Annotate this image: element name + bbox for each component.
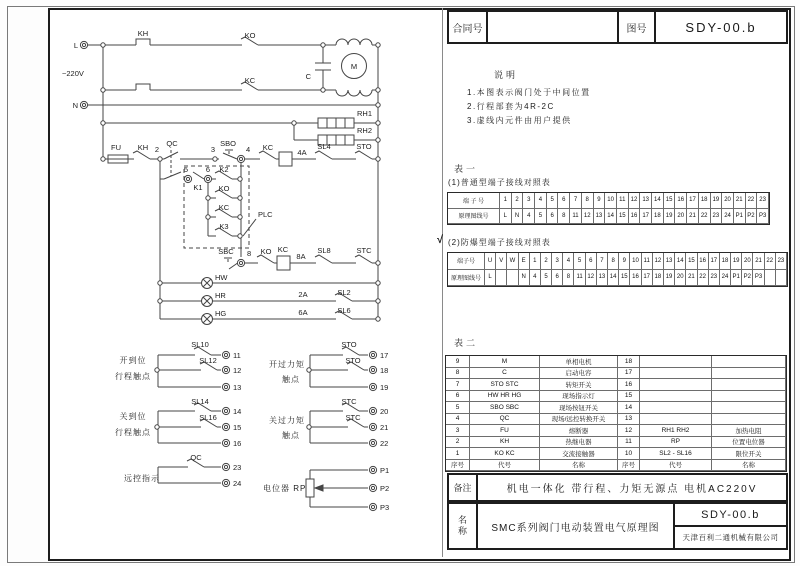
label-ko-contact: KO xyxy=(244,31,256,40)
table-cell: 端 子 号 xyxy=(448,193,500,209)
table-cell: 5 xyxy=(446,402,470,414)
table-cell: 21 xyxy=(687,209,699,225)
table-cell xyxy=(640,414,712,426)
label-sl12: SL12 xyxy=(199,356,217,365)
power-circuit xyxy=(88,37,378,319)
table-cell: 20 xyxy=(675,270,686,287)
label-qc-remote: QC xyxy=(190,453,202,462)
table-cell: 23 xyxy=(709,270,720,287)
table-cell: 5 xyxy=(541,270,552,287)
table-cell: 18 xyxy=(618,356,640,368)
table-cell: 19 xyxy=(711,193,723,209)
label-sl16: SL16 xyxy=(199,413,217,422)
table-cell: L xyxy=(485,270,496,287)
table-cell: 4 xyxy=(563,253,574,270)
table-cell: 18 xyxy=(720,253,731,270)
label-term-22: 22 xyxy=(380,439,389,448)
table-cell: 13 xyxy=(618,414,640,426)
label-fuse: FU xyxy=(111,143,121,152)
label-term-13: 13 xyxy=(233,383,242,392)
table-cell: 17 xyxy=(687,193,699,209)
table-cell: 17 xyxy=(640,209,652,225)
table-cell: 6 xyxy=(552,270,563,287)
label-wire-6a: 6A xyxy=(298,308,308,317)
contract-no-value xyxy=(486,12,617,42)
table-cell: 13 xyxy=(664,253,675,270)
table-cell: P2 xyxy=(746,209,758,225)
table-cell: 8 xyxy=(563,270,574,287)
label-term-21: 21 xyxy=(380,423,389,432)
table-cell: P3 xyxy=(757,209,769,225)
label-sl6: SL6 xyxy=(337,306,351,315)
table-cell: L xyxy=(500,209,512,225)
table-cell: P3 xyxy=(753,270,764,287)
label-term-20: 20 xyxy=(380,407,389,416)
table-cell: 15 xyxy=(619,270,630,287)
name-label xyxy=(449,504,478,548)
label-node2: 2 xyxy=(154,145,160,154)
table-cell: 3 xyxy=(523,193,535,209)
table-cell: 14 xyxy=(605,209,617,225)
table-cell: 1 xyxy=(500,193,512,209)
table-cell xyxy=(640,368,712,380)
table-cell: 22 xyxy=(765,253,776,270)
plug-terminals xyxy=(80,41,376,510)
label-term-p3: P3 xyxy=(380,503,390,512)
label-sl2: SL2 xyxy=(337,288,351,297)
table-cell: 7 xyxy=(570,193,582,209)
name-label-char2: 称 xyxy=(457,526,467,536)
table-cell: 5 xyxy=(547,193,559,209)
table-cell: 12 xyxy=(582,209,594,225)
table-cell: 15 xyxy=(664,193,676,209)
label-term-18: 18 xyxy=(380,366,389,375)
label-stc-t1: STC xyxy=(341,397,357,406)
table-cell: 8 xyxy=(582,193,594,209)
table-cell: 13 xyxy=(597,270,608,287)
table-cell: N xyxy=(519,270,530,287)
table-cell: 16 xyxy=(698,253,709,270)
table-cell: 16 xyxy=(675,193,687,209)
label-plc: PLC xyxy=(258,210,273,219)
table-cell: 限位开关 xyxy=(712,448,786,460)
label-capacitor: C xyxy=(305,72,311,81)
table-cell: 6 xyxy=(446,391,470,403)
table-cell: 单相电机 xyxy=(540,356,618,368)
table-cell: 13 xyxy=(640,193,652,209)
table-cell: U xyxy=(485,253,496,270)
table-cell: 7 xyxy=(446,379,470,391)
table-cell: 4 xyxy=(523,209,535,225)
label-sto-t2: STO xyxy=(345,356,361,365)
table-cell xyxy=(712,368,786,380)
table-cell: 11 xyxy=(574,270,585,287)
table-cell: 14 xyxy=(608,270,619,287)
label-lamp-hr: HR xyxy=(215,291,226,300)
label-close-torque-1: 关过力矩 xyxy=(269,416,305,425)
label-ko-interlock: KO xyxy=(260,247,272,256)
label-sbo-button: SBO xyxy=(220,139,236,148)
table-cell: 23 xyxy=(776,253,787,270)
label-node6: 6 xyxy=(205,165,211,174)
table-cell: 6 xyxy=(547,209,559,225)
table-cell: 24 xyxy=(720,270,731,287)
table-cell: 9 xyxy=(619,253,630,270)
table-cell: 9 xyxy=(446,356,470,368)
table-cell: P2 xyxy=(742,270,753,287)
table-cell: 20 xyxy=(722,193,734,209)
label-term-15: 15 xyxy=(233,423,242,432)
label-motor: M xyxy=(350,62,358,71)
label-term-19: 19 xyxy=(380,383,389,392)
label-line-n: N xyxy=(72,101,78,110)
label-sbc-button: SBC xyxy=(218,247,234,256)
table-cell: 11 xyxy=(618,437,640,449)
label-line-l: L xyxy=(73,41,78,50)
table-cell xyxy=(712,356,786,368)
table-cell: 热继电器 xyxy=(540,437,618,449)
label-sl8: SL8 xyxy=(317,246,331,255)
table-cell: 16 xyxy=(618,379,640,391)
table-cell: 3 xyxy=(552,253,563,270)
label-kh-power: KH xyxy=(137,29,149,38)
table-cell xyxy=(496,270,507,287)
table-cell: KO KC xyxy=(470,448,540,460)
table-cell: 10 xyxy=(605,193,617,209)
table-cell xyxy=(712,402,786,414)
label-term-17: 17 xyxy=(380,351,389,360)
table-cell: 11 xyxy=(617,193,629,209)
label-wire-8a: 8A xyxy=(296,252,306,261)
component-legend-table xyxy=(445,355,787,472)
table-cell: HW HR HG xyxy=(470,391,540,403)
table-cell: 10 xyxy=(618,448,640,460)
label-sto-t1: STO xyxy=(341,340,357,349)
table-cell: 2 xyxy=(446,437,470,449)
table-cell xyxy=(640,356,712,368)
table-cell xyxy=(640,402,712,414)
table-cell: 现场/远控转换开关 xyxy=(540,414,618,426)
label-k1: K1 xyxy=(193,183,203,192)
name-label-char1: 名 xyxy=(457,515,467,525)
label-k2: K2 xyxy=(219,165,229,174)
label-sl10: SL10 xyxy=(191,340,209,349)
label-rh1: RH1 xyxy=(357,109,373,118)
label-wire-2a: 2A xyxy=(298,290,308,299)
check-mark: √ xyxy=(437,234,444,246)
company-name: 天津百利二通机械有限公司 xyxy=(682,533,779,542)
table-cell: 18 xyxy=(699,193,711,209)
table-cell: 12 xyxy=(586,270,597,287)
label-potentiometer: 电位器 RP xyxy=(263,484,307,493)
label-term-23: 23 xyxy=(233,463,242,472)
table-cell: 4 xyxy=(446,414,470,426)
table-cell xyxy=(712,379,786,391)
label-kc-contact: KC xyxy=(244,76,256,85)
table-cell: 7 xyxy=(597,253,608,270)
normal-terminal-table xyxy=(447,192,770,225)
label-term-p2: P2 xyxy=(380,484,390,493)
label-sl14: SL14 xyxy=(191,397,209,406)
table-cell: 12 xyxy=(618,425,640,437)
drawing-header xyxy=(447,10,788,44)
table-cell: 16 xyxy=(630,270,641,287)
note-item-1: 1.本图表示阀门处于中间位置 xyxy=(467,88,591,97)
table-cell: 5 xyxy=(535,209,547,225)
table-cell: 19 xyxy=(664,209,676,225)
table-cell: 现场按钮开关 xyxy=(540,402,618,414)
table-cell: 现场指示灯 xyxy=(540,391,618,403)
table-cell xyxy=(507,270,518,287)
table-cell: 8 xyxy=(446,368,470,380)
table-cell: 15 xyxy=(618,391,640,403)
label-kh-control: KH xyxy=(137,143,149,152)
label-lamp-hw: HW xyxy=(215,273,228,282)
table-cell: KH xyxy=(470,437,540,449)
label-sto-open: STO xyxy=(356,142,372,151)
table-cell: P1 xyxy=(731,270,742,287)
table-cell xyxy=(776,270,787,287)
table-cell: 21 xyxy=(734,193,746,209)
table-cell: 4 xyxy=(535,193,547,209)
remark-value: 机电一体化 带行程、力矩无源点 电机AC220V xyxy=(506,484,758,495)
drawing-no-label: 图号 xyxy=(617,12,654,42)
note-item-3: 3.虚线内元件由用户提供 xyxy=(467,116,572,125)
table1-sub-exproof: (2)防爆型端子接线对照表 xyxy=(448,238,551,247)
label-close-travel-2: 行程触点 xyxy=(115,428,151,437)
table-cell: 5 xyxy=(574,253,585,270)
table-cell: RP xyxy=(640,437,712,449)
remark-block xyxy=(447,473,788,502)
table-cell: N xyxy=(512,209,524,225)
table-cell: FU xyxy=(470,425,540,437)
table-cell: 原理图线号 xyxy=(448,209,500,225)
table1-sub-normal: (1)普通型端子接线对照表 xyxy=(448,178,551,187)
table-cell: 原理图线号 xyxy=(448,270,485,287)
table-cell: 21 xyxy=(753,253,764,270)
table-cell: 20 xyxy=(675,209,687,225)
exproof-terminal-table xyxy=(447,252,788,287)
label-qc-switch: QC xyxy=(166,139,178,148)
remark-label: 备注 xyxy=(449,475,478,500)
table-cell: 10 xyxy=(630,253,641,270)
label-k3: K3 xyxy=(219,222,229,231)
table-cell: 22 xyxy=(746,193,758,209)
label-term-16: 16 xyxy=(233,439,242,448)
table-cell: 加热电阻 xyxy=(712,425,786,437)
table-cell: 代号 xyxy=(640,460,712,472)
label-node4: 4 xyxy=(246,145,251,154)
table-cell: 14 xyxy=(652,193,664,209)
table-cell: 18 xyxy=(653,270,664,287)
label-remote-indicate: 远控指示 xyxy=(124,474,160,483)
table-cell: 17 xyxy=(618,368,640,380)
table-cell: 16 xyxy=(629,209,641,225)
table-cell: 24 xyxy=(722,209,734,225)
table-cell: STO STC xyxy=(470,379,540,391)
table-cell: 17 xyxy=(709,253,720,270)
table-cell: 18 xyxy=(652,209,664,225)
table-cell: 启动电容 xyxy=(540,368,618,380)
label-kc-plc: KC xyxy=(218,203,230,212)
table-cell: 21 xyxy=(686,270,697,287)
label-term-14: 14 xyxy=(233,407,242,416)
table-cell: 交流接触器 xyxy=(540,448,618,460)
table-cell: 20 xyxy=(742,253,753,270)
table-cell: SBO SBC xyxy=(470,402,540,414)
table1-title: 表一 xyxy=(454,164,479,174)
notes-title: 说明 xyxy=(494,70,519,80)
table-cell: 2 xyxy=(541,253,552,270)
label-open-travel-1: 开到位 xyxy=(119,356,147,365)
table-cell: 名称 xyxy=(712,460,786,472)
table-cell: 14 xyxy=(618,402,640,414)
table-cell xyxy=(640,379,712,391)
table-cell: 22 xyxy=(699,209,711,225)
table-cell: 4 xyxy=(530,270,541,287)
label-node3: 3 xyxy=(210,145,216,154)
table-cell: 8 xyxy=(558,209,570,225)
table-cell: 8 xyxy=(608,253,619,270)
table-cell: C xyxy=(470,368,540,380)
table-cell: 代号 xyxy=(470,460,540,472)
table-cell: 6 xyxy=(586,253,597,270)
table-cell: E xyxy=(519,253,530,270)
label-stc-t2: STC xyxy=(345,413,361,422)
label-sl4: SL4 xyxy=(317,142,331,151)
label-lamp-hg: HG xyxy=(215,309,227,318)
label-node5: 5 xyxy=(183,165,189,174)
table-cell xyxy=(640,391,712,403)
table-cell: RH1 RH2 xyxy=(640,425,712,437)
table-cell: 3 xyxy=(446,425,470,437)
label-kc-interlock: KC xyxy=(262,143,274,152)
drawing-no-footer: SDY-00.b xyxy=(675,504,786,527)
table-cell: 13 xyxy=(594,209,606,225)
table-cell: M xyxy=(470,356,540,368)
table-cell: 23 xyxy=(711,209,723,225)
table-cell xyxy=(765,270,776,287)
table-cell: 序号 xyxy=(618,460,640,472)
contract-no-label: 合同号 xyxy=(452,23,483,35)
table-cell: 11 xyxy=(642,253,653,270)
label-close-torque-2: 触点 xyxy=(282,431,300,440)
table-cell: 转矩开关 xyxy=(540,379,618,391)
label-voltage: ~220V xyxy=(62,69,84,78)
label-kc-coil: KC xyxy=(277,245,289,254)
label-rh2: RH2 xyxy=(357,126,373,135)
label-term-24: 24 xyxy=(233,479,242,488)
table-cell xyxy=(712,414,786,426)
label-ko-plc: KO xyxy=(218,184,230,193)
label-node8: 8 xyxy=(247,249,252,258)
table-cell: 17 xyxy=(642,270,653,287)
label-term-p1: P1 xyxy=(380,466,390,475)
table-cell: 名称 xyxy=(540,460,618,472)
label-stc-close: STC xyxy=(356,246,372,255)
table-cell: 19 xyxy=(664,270,675,287)
table-cell: 端子号 xyxy=(448,253,485,270)
table-cell: W xyxy=(507,253,518,270)
label-open-travel-2: 行程触点 xyxy=(115,372,151,381)
label-open-torque-2: 触点 xyxy=(282,375,300,384)
table-cell: 23 xyxy=(757,193,769,209)
table-cell: 12 xyxy=(629,193,641,209)
terminal-groups xyxy=(158,347,368,507)
drawing-name: SMC系列阀门电动装置电气原理图 xyxy=(478,504,675,548)
table-cell: 22 xyxy=(698,270,709,287)
table-cell: P1 xyxy=(734,209,746,225)
label-term-11: 11 xyxy=(233,351,241,360)
title-block-right xyxy=(675,504,786,548)
table-cell: 11 xyxy=(570,209,582,225)
table-cell: 6 xyxy=(558,193,570,209)
label-open-torque-1: 开过力矩 xyxy=(269,360,305,369)
table-cell: 2 xyxy=(512,193,524,209)
table-cell: 19 xyxy=(731,253,742,270)
table-cell: SL2 - SL16 xyxy=(640,448,712,460)
table-cell: 1 xyxy=(530,253,541,270)
table-cell: 位置电位器 xyxy=(712,437,786,449)
table-cell: QC xyxy=(470,414,540,426)
label-close-travel-1: 关到位 xyxy=(119,412,147,421)
table-cell: V xyxy=(496,253,507,270)
table-cell: 14 xyxy=(675,253,686,270)
table-cell: 15 xyxy=(617,209,629,225)
table-cell xyxy=(712,391,786,403)
drawing-no-value: SDY-00.b xyxy=(654,12,786,42)
table-cell: 15 xyxy=(686,253,697,270)
note-item-2: 2.行程部套为4R-2C xyxy=(467,102,555,111)
label-term-12: 12 xyxy=(233,366,242,375)
table-cell: 1 xyxy=(446,448,470,460)
title-block xyxy=(447,502,788,550)
table-cell: 序号 xyxy=(446,460,470,472)
label-wire-4a: 4A xyxy=(297,148,307,157)
table-cell: 9 xyxy=(594,193,606,209)
table2-title: 表二 xyxy=(454,338,479,348)
table-cell: 12 xyxy=(653,253,664,270)
table-cell: 熔断器 xyxy=(540,425,618,437)
